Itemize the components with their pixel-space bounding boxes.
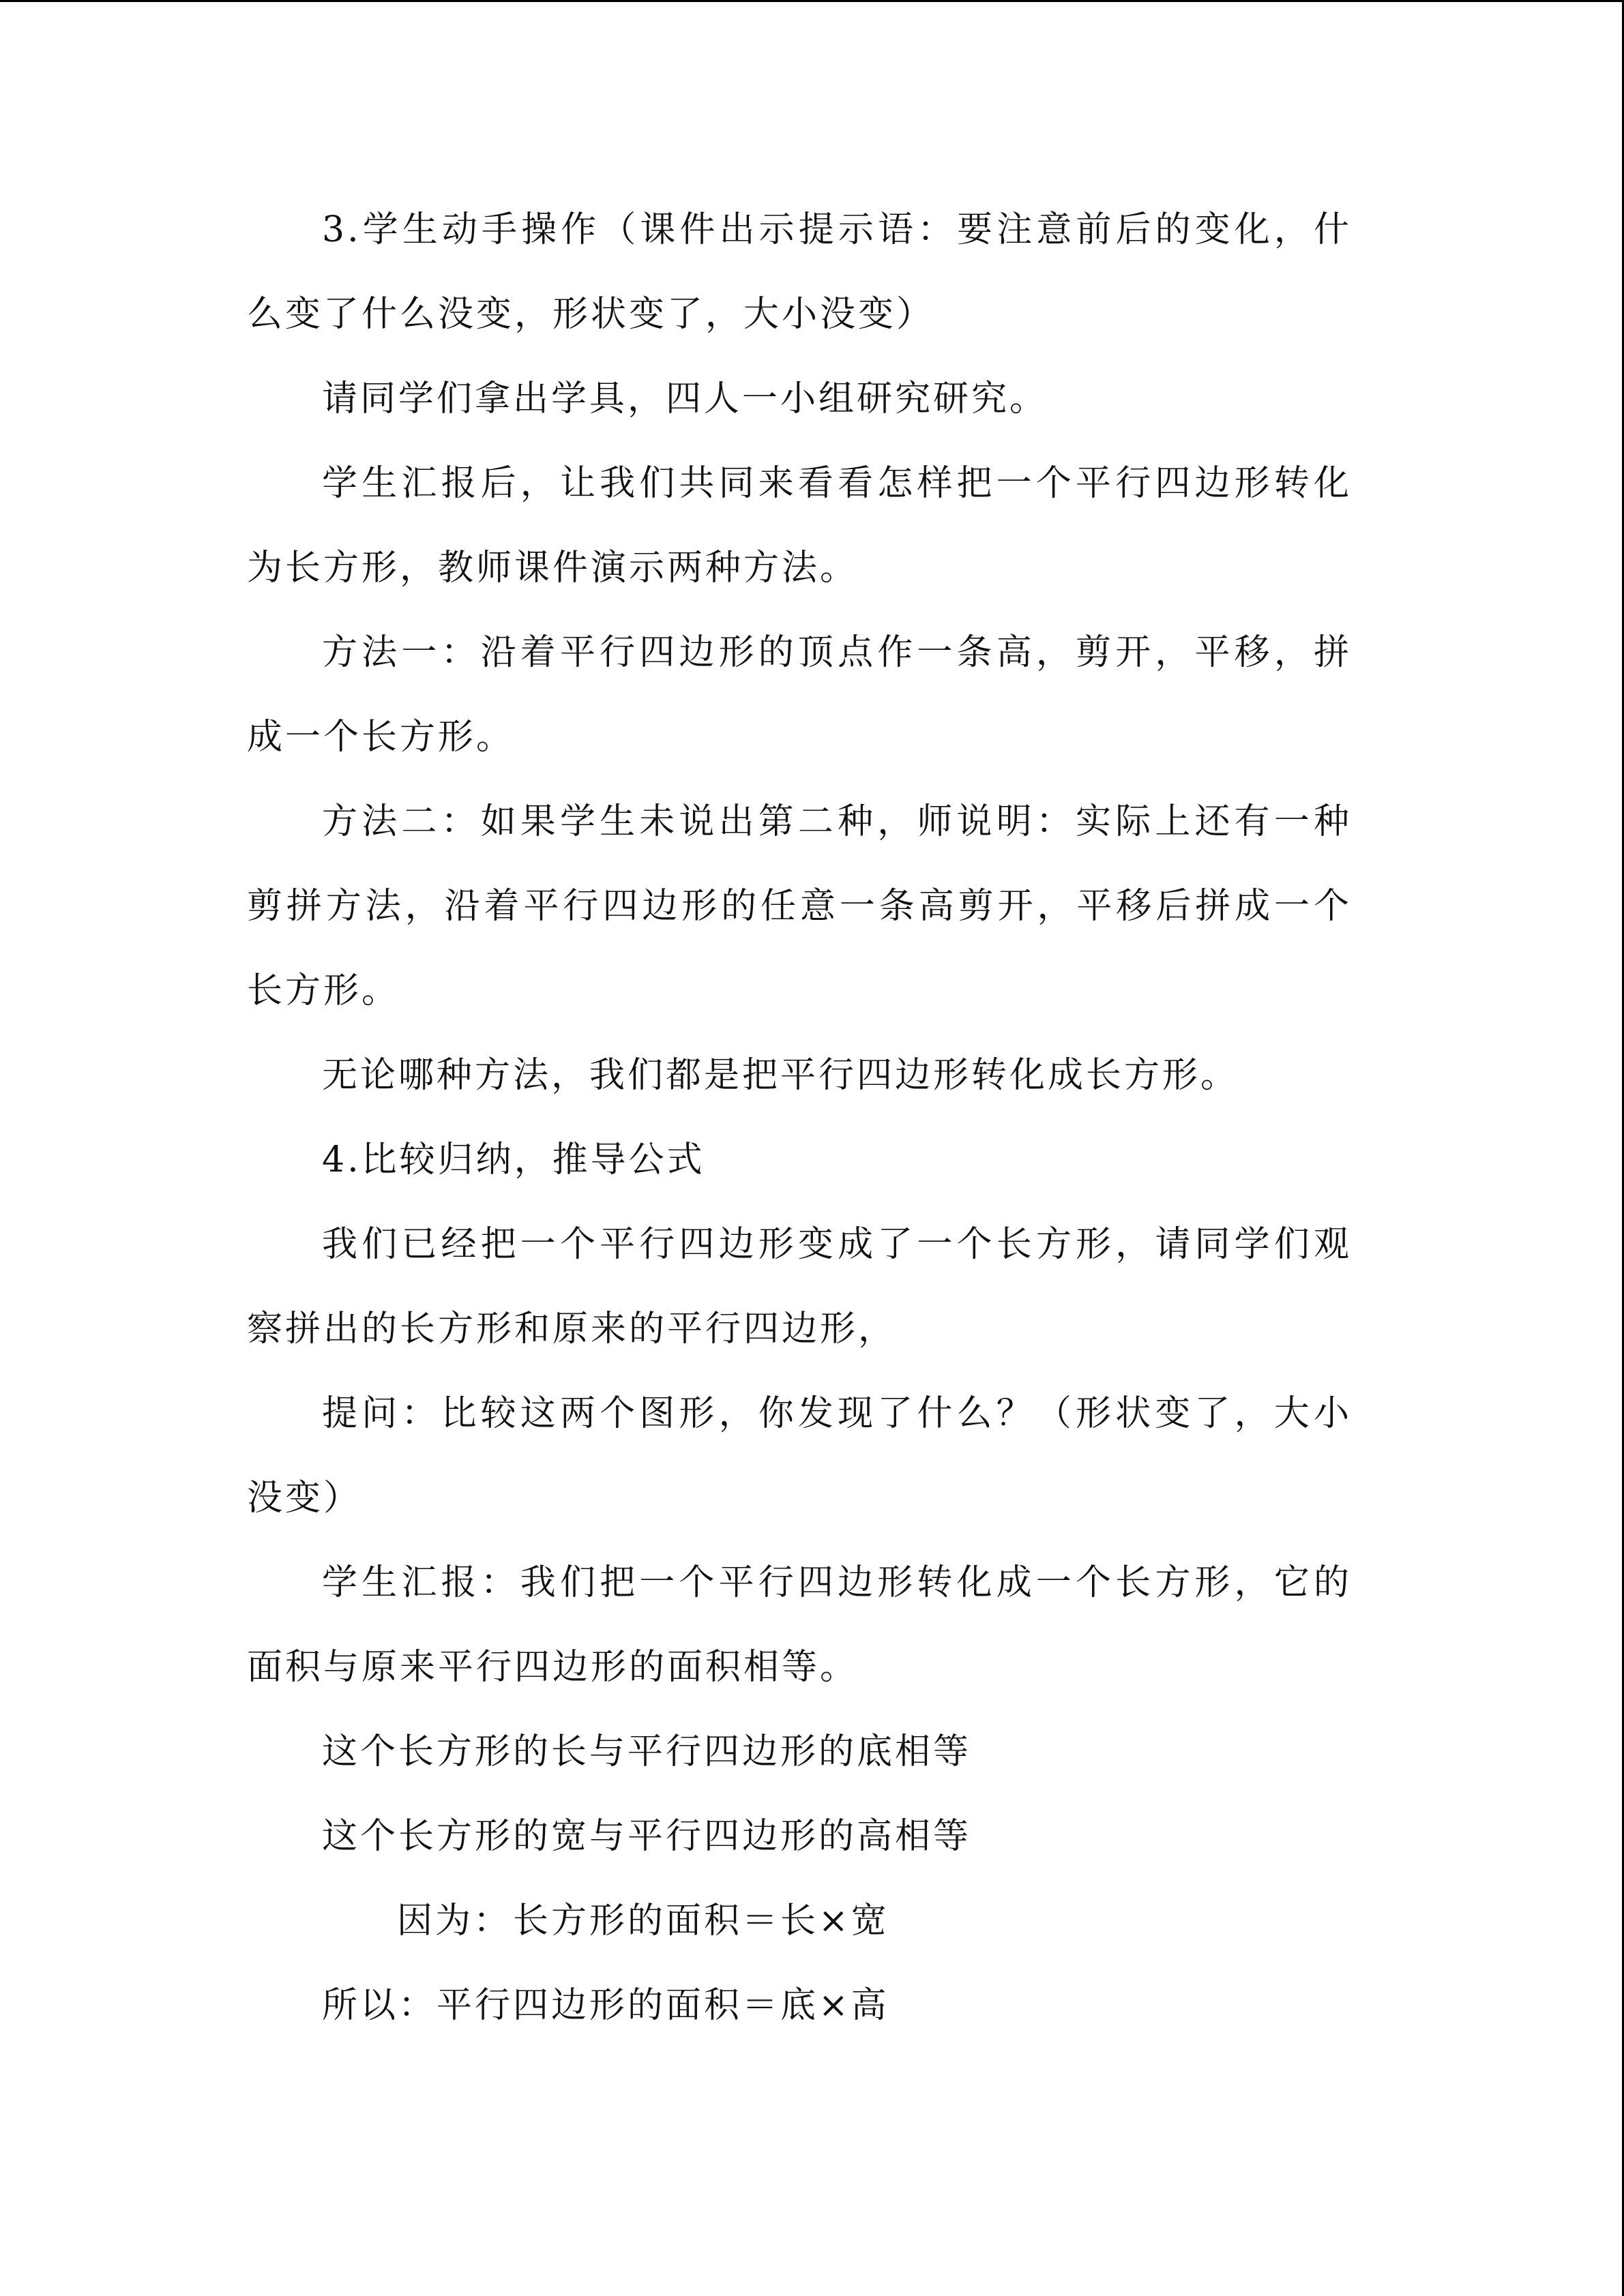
paragraph-group-work: 请同学们拿出学具，四人一小组研究研究。 [322,378,1048,419]
paragraph-width-height: 这个长方形的宽与平行四边形的高相等 [322,1816,972,1857]
paragraph-student-report: 学生汇报后，让我们共同来看看怎样把一个平行四边形转化为长方形，教师课件演示两种方法。 [247,463,1352,588]
because-formula: 长方形的面积＝长×宽 [513,1900,889,1941]
formula-therefore: 所以：平行四边形的面积＝底×高 [322,1985,889,2026]
paragraph-step-4: 4.比较归纳，推导公式 [322,1139,705,1180]
because-label: 因为： [397,1900,512,1941]
paragraph-length-base: 这个长方形的长与平行四边形的底相等 [322,1731,972,1772]
paragraph-question: 提问：比较这两个图形，你发现了什么？（形状变了，大小没变） [247,1393,1352,1519]
formula-because [247,1879,1352,1963]
paragraph-observe: 我们已经把一个平行四边形变成了一个长方形，请同学们观察拼出的长方形和原来的平行四边形， [247,1224,1352,1350]
paragraph-step-3: 3.学生动手操作（课件出示提示语：要注意前后的变化，什么变了什么没变，形状变了，大小没变） [247,209,1352,335]
paragraph-area-equal: 学生汇报：我们把一个平行四边形转化成一个长方形，它的面积与原来平行四边形的面积相等。 [247,1562,1352,1688]
paragraph-conclusion: 无论哪种方法，我们都是把平行四边形转化成长方形。 [322,1055,1239,1096]
document-body [247,188,1352,2048]
paragraph-method-two: 方法二：如果学生未说出第二种，师说明：实际上还有一种剪拼方法，沿着平行四边形的任意一条高剪开，平移后拼成一个长方形。 [247,801,1352,1011]
paragraph-method-one: 方法一：沿着平行四边形的顶点作一条高，剪开，平移，拼成一个长方形。 [247,632,1352,758]
